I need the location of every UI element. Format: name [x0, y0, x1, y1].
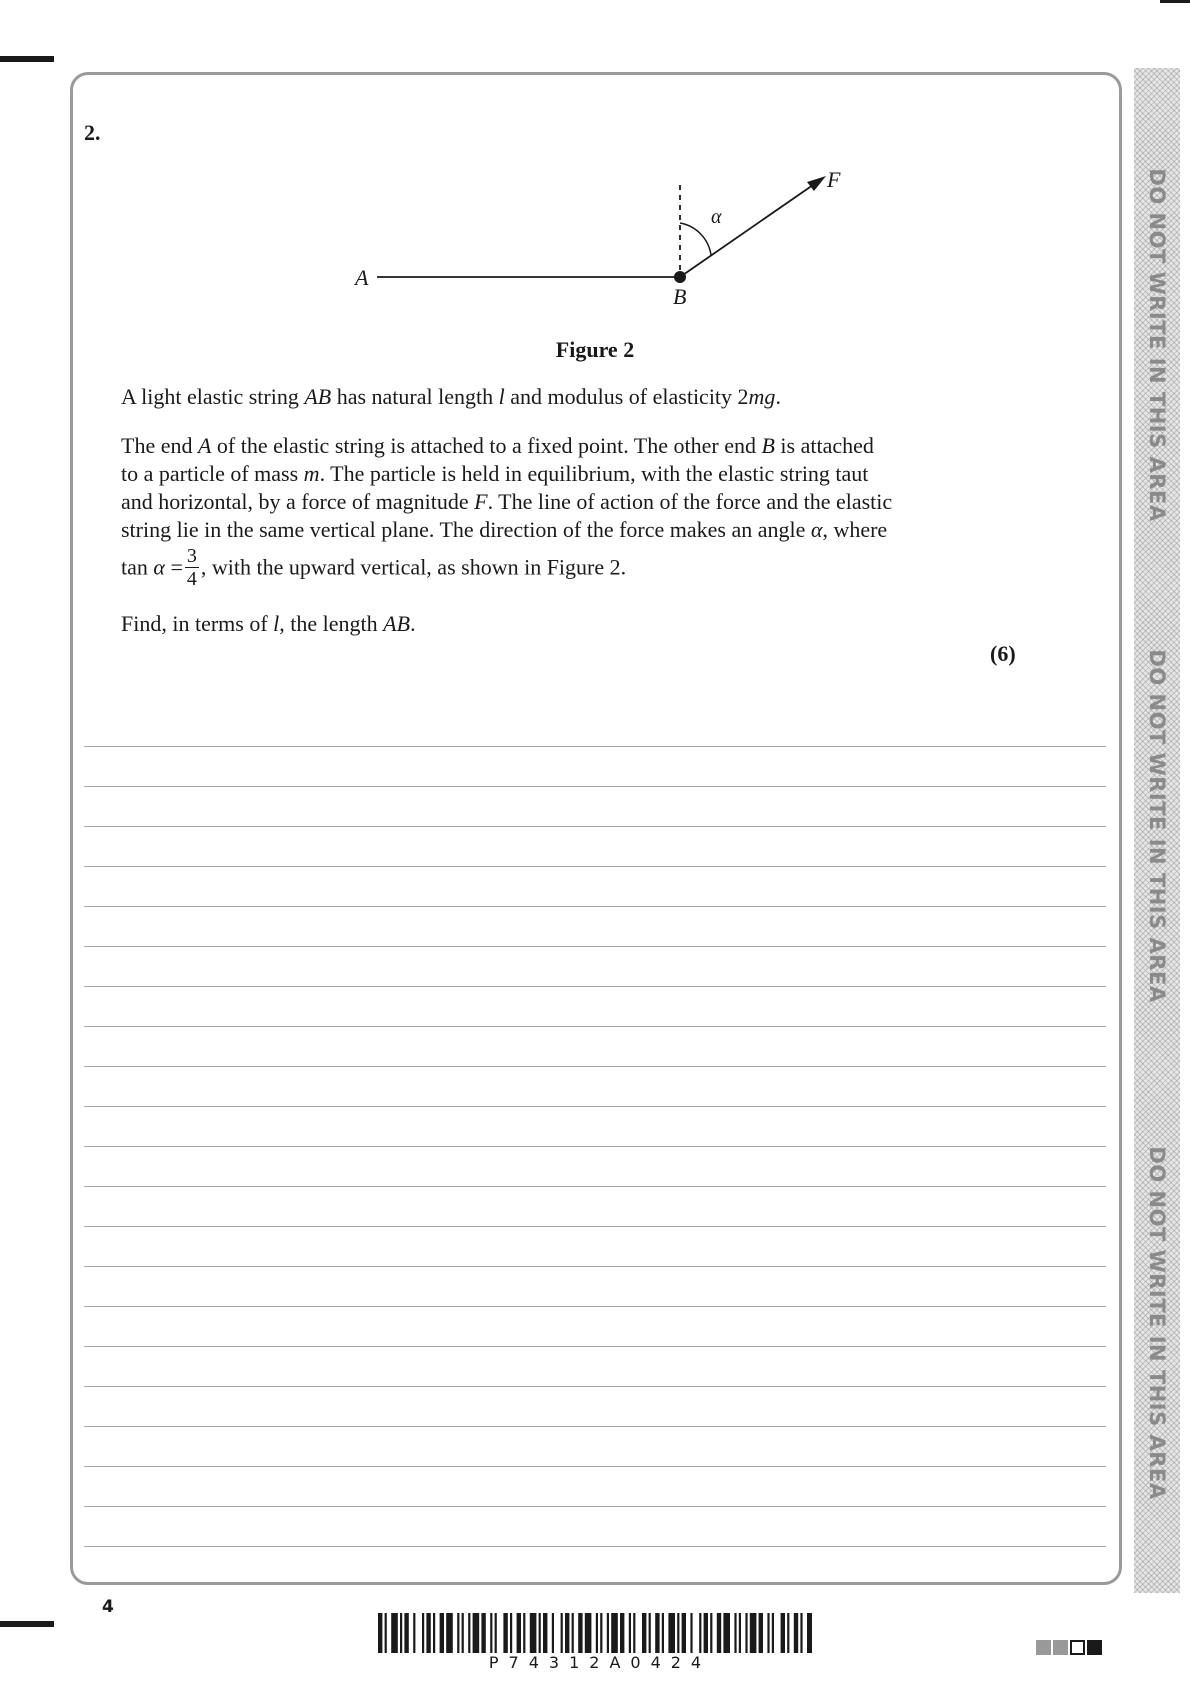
barcode-bar — [717, 1613, 721, 1653]
barcode-bar — [642, 1613, 646, 1653]
barcode-bar — [633, 1613, 635, 1653]
barcode-bar — [668, 1613, 675, 1653]
barcode-bar — [481, 1613, 485, 1653]
marks-allocation: (6) — [990, 641, 1016, 666]
barcode-text: P74312A0424 — [488, 1653, 712, 1672]
barcode-bar — [446, 1613, 453, 1653]
barcode-bar — [433, 1613, 435, 1653]
answer-line[interactable] — [84, 1187, 1106, 1227]
barcode-bar — [611, 1613, 618, 1653]
answer-line[interactable] — [84, 1307, 1106, 1347]
question-text-p1: A light elastic string AB has natural length l and modulus of elasticity 2mg. — [121, 384, 781, 409]
barcode-bar — [759, 1613, 763, 1653]
question-text-tan-condition: tan α = $\frac{3}{4}$ , with the upward vertical, as shown in Figure 2. — [121, 545, 627, 590]
barcode-bar — [503, 1613, 507, 1653]
answer-line[interactable] — [84, 787, 1106, 827]
barcode-bar — [745, 1613, 747, 1653]
barcode-bar — [426, 1613, 430, 1653]
barcode-bar — [495, 1613, 497, 1653]
answer-line[interactable] — [84, 1507, 1106, 1547]
barcode-bar — [400, 1613, 402, 1653]
barcode-bar — [772, 1613, 774, 1653]
barcode-bar — [543, 1613, 547, 1653]
answer-lines[interactable] — [84, 707, 1106, 1547]
barcode-bar — [739, 1613, 741, 1653]
barcode-bar — [565, 1613, 569, 1653]
answer-line[interactable] — [84, 1067, 1106, 1107]
barcode-bar — [561, 1613, 563, 1653]
force-line — [680, 185, 813, 277]
force-arrowhead — [807, 176, 826, 191]
barcode-bar — [462, 1613, 464, 1653]
question-instruction: Find, in terms of l, the length AB. — [121, 611, 416, 636]
question-text-p2: The end A of the elastic string is attached to a fixed point. The other end B is attached to a particle of mass m. The particle is held in equilibrium, with the elastic string taut and horizontal, by a force of magnitude F. The line of action of the force and the elastic string lie in the same vertical plane. The direction of the force makes an angle α, where — [121, 433, 893, 542]
barcode-bar — [607, 1613, 609, 1653]
page-number: 4 — [102, 1597, 114, 1617]
label-alpha: α — [711, 206, 722, 228]
barcode-bar — [517, 1613, 521, 1653]
barcode-bar — [662, 1613, 664, 1653]
barcode-bar — [649, 1613, 651, 1653]
angle-arc — [680, 223, 711, 255]
barcode-bar — [391, 1613, 398, 1653]
figure-diagram — [340, 165, 860, 325]
page-indicator-squares — [1036, 1640, 1102, 1655]
indicator-square — [1053, 1640, 1068, 1655]
answer-line[interactable] — [84, 1267, 1106, 1307]
barcode-bar — [800, 1613, 802, 1653]
barcode-bar — [378, 1613, 382, 1653]
answer-line[interactable] — [84, 1227, 1106, 1267]
barcode-bar — [473, 1613, 480, 1653]
barcode-bar — [572, 1613, 574, 1653]
corner-registration-mark — [0, 1621, 54, 1627]
barcode-bar — [690, 1613, 692, 1653]
answer-line[interactable] — [84, 747, 1106, 787]
label-B: B — [673, 284, 687, 309]
answer-line[interactable] — [84, 1027, 1106, 1067]
barcode-bar — [404, 1613, 408, 1653]
answer-line[interactable] — [84, 1107, 1106, 1147]
barcode-bar — [552, 1613, 554, 1653]
answer-line[interactable] — [84, 947, 1106, 987]
barcode-bar — [620, 1613, 624, 1653]
answer-line[interactable] — [84, 827, 1106, 867]
barcode-bar — [523, 1613, 525, 1653]
label-A: A — [355, 265, 369, 290]
answer-line[interactable] — [84, 1387, 1106, 1427]
barcode-bar — [600, 1613, 602, 1653]
barcode-bar — [457, 1613, 459, 1653]
barcode-bar — [539, 1613, 541, 1653]
barcode-bar — [468, 1613, 470, 1653]
label-F: F — [827, 167, 841, 192]
barcode-bar — [682, 1613, 686, 1653]
answer-line[interactable] — [84, 1347, 1106, 1387]
barcode-bar — [490, 1613, 492, 1653]
answer-line[interactable] — [84, 707, 1106, 747]
barcode-bar — [807, 1613, 812, 1653]
barcode-bar — [699, 1613, 701, 1653]
barcode-bar — [413, 1613, 415, 1653]
barcode-bar — [596, 1613, 598, 1653]
barcode-bar — [585, 1613, 592, 1653]
barcode-bar — [710, 1613, 712, 1653]
answer-line[interactable] — [84, 1147, 1106, 1187]
barcode-bar — [767, 1613, 769, 1653]
barcode-bar — [734, 1613, 736, 1653]
barcode-bar — [422, 1613, 424, 1653]
indicator-square — [1070, 1640, 1085, 1655]
fraction: $\frac{3}{4}$ — [186, 545, 197, 590]
answer-line[interactable] — [84, 1467, 1106, 1507]
barcode-bar — [530, 1613, 537, 1653]
barcode-bar — [655, 1613, 659, 1653]
barcode-bar — [787, 1613, 789, 1653]
barcode-bar — [794, 1613, 798, 1653]
indicator-square — [1087, 1640, 1102, 1655]
barcode-bar — [750, 1613, 757, 1653]
barcode-bar — [677, 1613, 679, 1653]
barcode-bar — [578, 1613, 582, 1653]
barcode-bar — [510, 1613, 512, 1653]
indicator-square — [1036, 1640, 1051, 1655]
particle-point-B — [674, 271, 686, 283]
answer-line[interactable] — [84, 907, 1106, 947]
corner-registration-mark — [1160, 0, 1190, 3]
barcode-bar — [704, 1613, 708, 1653]
barcode-bar — [629, 1613, 631, 1653]
answer-line[interactable] — [84, 987, 1106, 1027]
barcode-bar — [385, 1613, 387, 1653]
corner-registration-mark — [0, 56, 54, 62]
barcode-bar — [723, 1613, 730, 1653]
barcode — [378, 1613, 812, 1653]
answer-line[interactable] — [84, 867, 1106, 907]
question-number: 2. — [84, 120, 101, 145]
answer-line[interactable] — [84, 1427, 1106, 1467]
barcode-bar — [781, 1613, 785, 1653]
figure-caption: Figure 2 — [555, 337, 635, 362]
barcode-bar — [440, 1613, 444, 1653]
